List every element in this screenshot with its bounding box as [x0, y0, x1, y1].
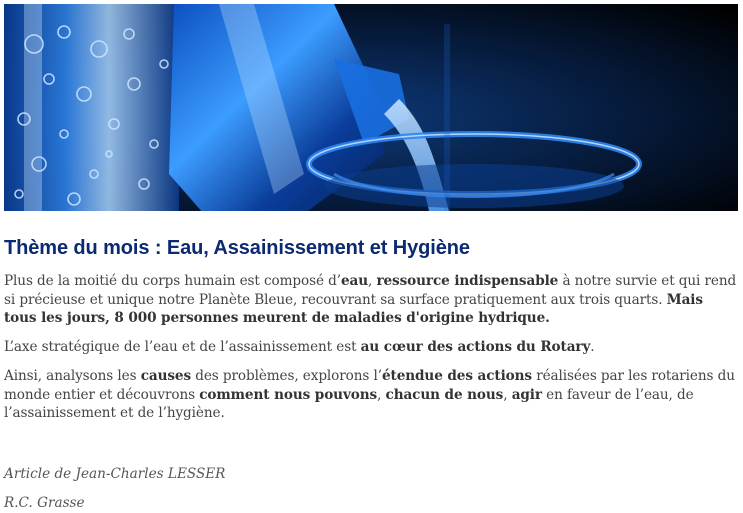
text-run: , — [367, 273, 377, 289]
emphasis-rotary: au cœur des actions du Rotary — [360, 339, 591, 356]
article-credits — [4, 466, 225, 513]
text-run: L’axe stratégique de l’eau et de l’assainissement est — [4, 339, 361, 356]
emphasis-eau: eau — [340, 273, 368, 289]
text-run: à notre survie et qui rend si précieuse et unique notre Planète Bleue, recouvrant sa surface pratiquement aux trois quarts. — [4, 273, 737, 308]
paragraph-strategy — [4, 338, 737, 357]
emphasis-causes: causes — [140, 367, 192, 384]
water-bottle-image — [4, 4, 738, 211]
emphasis-comment: comment nous pouvons — [199, 386, 378, 403]
text-run: Plus de la moitié du corps humain est composé d’ — [4, 273, 341, 289]
club-line: R.C. Grasse — [4, 495, 85, 511]
text-run: des problèmes, explorons l’ — [191, 367, 382, 384]
author-line: Article de Jean-Charles LESSER — [4, 466, 226, 482]
water-pouring-illustration — [4, 4, 738, 211]
paragraph-call-to-action — [4, 367, 737, 423]
text-run: en faveur de l’eau, de l’assainissement et de l’hygiène. — [4, 386, 694, 422]
emphasis-ressource: ressource indispensable — [376, 273, 559, 289]
text-run: , — [377, 386, 386, 403]
page-title: Thème du mois : Eau, Assainissement et Hygiène — [4, 237, 470, 259]
emphasis-etendue: étendue des actions — [381, 367, 532, 384]
text-run: réalisées par les rotariens du monde entier et découvrons — [4, 367, 735, 403]
text-run: , — [503, 386, 512, 403]
text-run: . — [590, 339, 595, 356]
paragraph-intro — [4, 272, 737, 328]
emphasis-statistic: Mais tous les jours, 8 000 personnes meurent de maladies d'origine hydrique. — [4, 291, 703, 327]
emphasis-agir: agir — [511, 386, 542, 403]
article-body — [4, 272, 737, 423]
text-run: Ainsi, analysons les — [4, 367, 141, 384]
emphasis-chacun: chacun de nous — [385, 386, 504, 403]
